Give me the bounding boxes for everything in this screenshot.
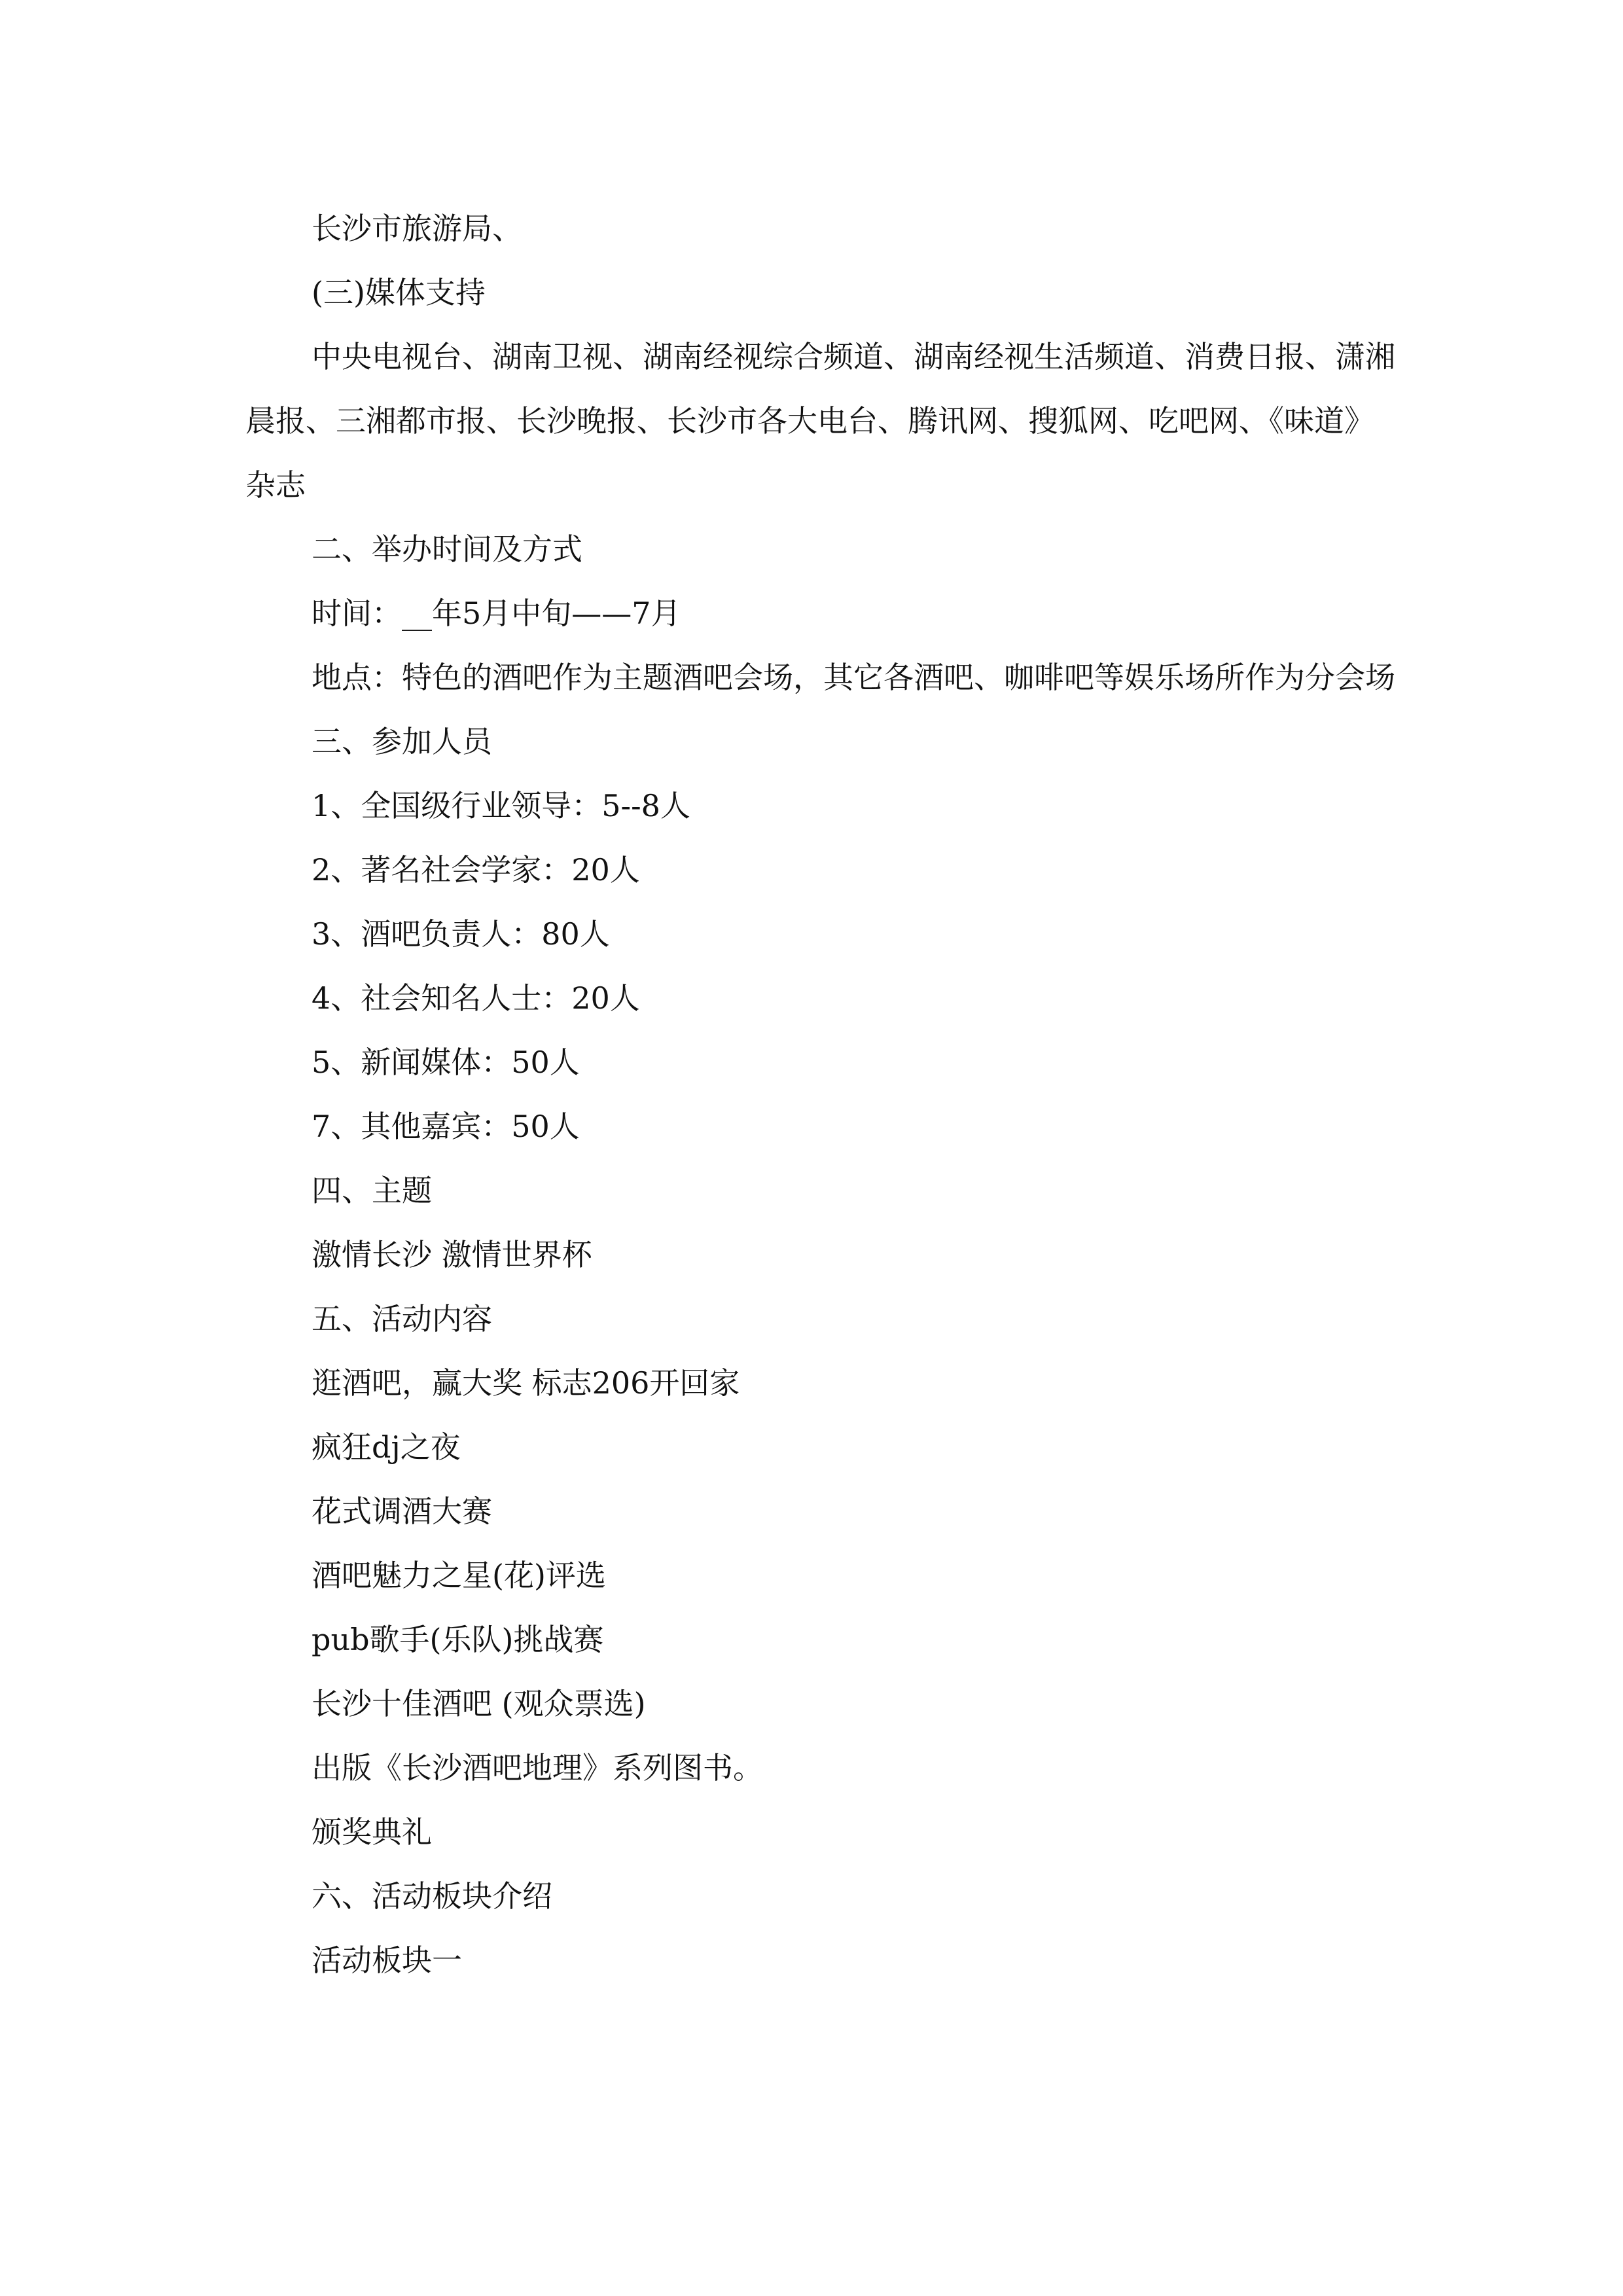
list-item: 疯狂dj之夜	[312, 1429, 461, 1465]
section-heading: 四、主题	[312, 1173, 432, 1208]
list-item: 酒吧魅力之星(花)评选	[312, 1558, 606, 1593]
list-item: 花式调酒大赛	[312, 1494, 492, 1529]
section-heading: 二、举办时间及方式	[312, 531, 582, 567]
paragraph: 活动板块一	[312, 1943, 462, 1978]
list-item: 1、全国级行业领导：5--8人	[312, 788, 690, 823]
paragraph: 长沙市旅游局、	[312, 211, 522, 246]
list-item: 4、社会知名人士：20人	[312, 980, 640, 1016]
list-item: 5、新闻媒体：50人	[312, 1045, 580, 1080]
document-body	[245, 196, 1397, 1992]
list-item: 出版《长沙酒吧地理》系列图书。	[312, 1750, 763, 1785]
list-item: 长沙十佳酒吧 (观众票选)	[312, 1686, 646, 1721]
paragraph: 激情长沙 激情世界杯	[312, 1237, 592, 1272]
list-item: pub歌手(乐队)挑战赛	[312, 1622, 604, 1657]
list-item: 2、著名社会学家：20人	[312, 852, 640, 888]
paragraph: 中央电视台、湖南卫视、湖南经视综合频道、湖南经视生活频道、消费日报、潇湘晨报、三湘都市报、长沙晚报、长沙市各大电台、腾讯网、搜狐网、吃吧网、《味道》杂志	[245, 339, 1395, 503]
list-item: 逛酒吧，赢大奖 标志206开回家	[312, 1365, 740, 1401]
section-heading: 三、参加人员	[312, 724, 492, 759]
list-item: 3、酒吧负责人：80人	[312, 916, 610, 952]
list-item: 颁奖典礼	[312, 1814, 432, 1850]
section-heading: (三)媒体支持	[312, 275, 486, 310]
list-item: 7、其他嘉宾：50人	[312, 1109, 580, 1144]
section-heading: 六、活动板块介绍	[312, 1878, 552, 1914]
paragraph: 地点：特色的酒吧作为主题酒吧会场，其它各酒吧、咖啡吧等娱乐场所作为分会场	[312, 660, 1395, 695]
paragraph: 时间：__年5月中旬——7月	[312, 596, 681, 631]
section-heading: 五、活动内容	[312, 1301, 492, 1336]
